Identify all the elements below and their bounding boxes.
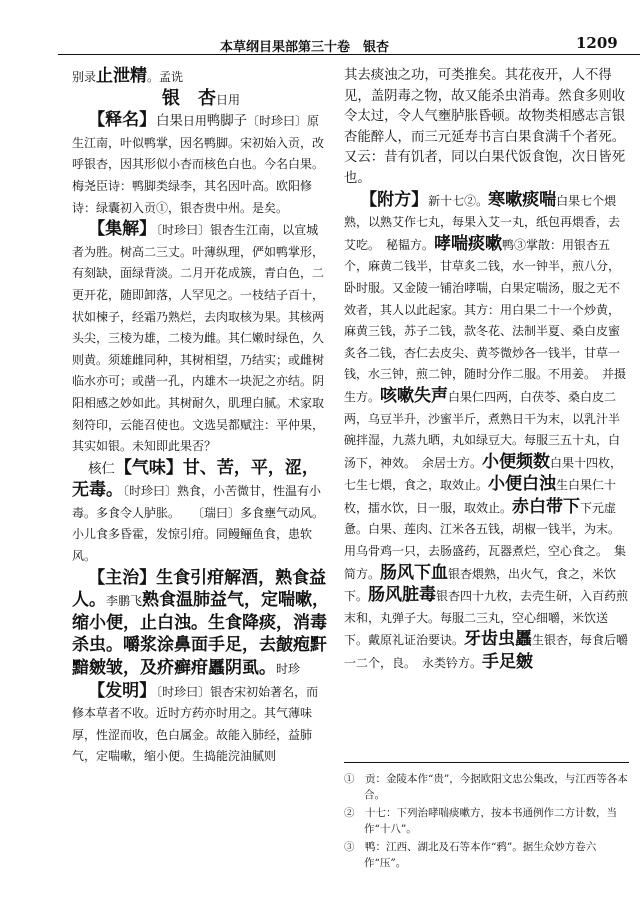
small-text: 〔时珍曰〕熟食，小苦微甘，性温有小毒。多食令人胪胀。 〔瑞曰〕多食壅气动风。小儿食多昏霍，发惊引疳。同鳗鲡鱼食，患软风。 xyxy=(72,484,325,564)
small-text: 生白果仁十枚，擂水饮，日一服，取效止。 xyxy=(344,478,617,515)
entry-title-note: 日用 xyxy=(215,92,240,107)
small-text: 〔时珍曰〕原生江南，叶似鸭掌，因名鸭脚。宋初始入贡，改呼银杏，因其形似小杏而核色白也。今名白果。梅尧臣诗：鸭脚类绿李，其名因叶高。欧阳修诗：绿囊初入贡①，银杏贵中州。是矣。 xyxy=(72,114,325,215)
small-text: 〔时珍曰〕银杏宋初始著名，而修本草者不收。近时方药亦时用之。其气薄味厚，性涩而收，色白属金。故能入肺经，益肺气，定喘嗽，缩小便。生捣能浣油腻则 xyxy=(72,684,319,764)
section-label: 【附方】 xyxy=(360,189,429,210)
footnote-2: ② 十七：下列治哮喘痰嗽方，按本书通例作二方计数，当作“十八”。 xyxy=(344,807,617,835)
large-text: 赤白带下 xyxy=(512,496,581,517)
left-column xyxy=(72,66,330,768)
small-text: 银杏四十九枚，去壳生研，入百药煎末和，丸弹子大。每服二三丸，空心细嚼，米饮送下。戴原礼证治要诀。 xyxy=(344,589,629,648)
small-text: 下元虚惫。白果、莲肉、江米各五钱，胡椒一钱半，为末。用乌骨鸡一只，去肠盛药，瓦器煮烂，空心食之。 集简方。 xyxy=(344,500,627,581)
small-text: 白果仁四两，白茯苓、桑白皮二两，乌豆半升，沙蜜半斤，煮熟日干为末，以乳汁半碗拌湿，九蒸九晒，丸如绿豆大。每服三五十丸，白汤下，神效。 余居士方。 xyxy=(344,389,621,470)
intro-tail: 。孟诜 xyxy=(147,70,184,84)
section-shiming xyxy=(72,110,330,219)
large-text: 小便白浊 xyxy=(488,474,557,495)
page-number: 1209 xyxy=(576,34,618,52)
large-text: 哮喘痰嗽 xyxy=(434,233,503,254)
entry-title: 银 杏 xyxy=(161,87,216,109)
large-text: 熟食温肺益气，定喘嗽，缩小便，止白浊。生食降痰，消毒杀虫。嚼浆涂鼻面手足，去皶疱䵟黯皴皱，及疥癣疳䘌阴虱。 xyxy=(72,590,330,679)
large-text: 手足皴 xyxy=(482,652,534,673)
large-text: 甘、苦，平，涩，无毒。 xyxy=(72,457,319,501)
small-text: 银杏煨熟，出火气，食之，米饮下。 xyxy=(344,566,617,604)
large-text: 生食引疳解酒，熟食益人。 xyxy=(72,567,327,611)
right-column xyxy=(344,66,629,675)
large-text: 肠风下血 xyxy=(380,562,449,583)
section-label: 【发明】 xyxy=(88,680,157,701)
small-text: 日用 xyxy=(182,114,207,129)
footnotes xyxy=(344,762,629,873)
section-label: 【主治】 xyxy=(88,567,157,588)
small-text: 生银杏，每食后嚼一二个，良。 永类钤方。 xyxy=(344,633,629,671)
section-qiwei xyxy=(72,458,330,568)
section-fufang xyxy=(344,190,629,675)
small-text: 〔时珍曰〕银杏生江南，以宣城者为胜。树高二三丈。叶薄纵理，俨如鸭掌形，有刻缺，面绿背淡。二月开花成簇，青白色，二更开花，随即卸落，人罕见之。一枝结子百十，状如楝子，经霜乃熟烂，去肉取核为果。其核两头尖，三棱为雄，二棱为雌。其仁嫩时绿色，久则黄。须雄雌同种，其树相望，乃结实；或雌树临水亦可；或凿一孔，内雄木一块泥之亦结。阴阳相感之妙如此。其树耐久，肌理白腻。术家取刻符印，云能召使也。文选吴都赋注：平仲果，其实如银。未知即此果否？ xyxy=(72,223,325,454)
intro-main: 止泄精 xyxy=(96,66,148,86)
large-text: 肠风脏毒 xyxy=(368,585,437,606)
small-text: 时珍 xyxy=(276,662,301,677)
large-text: 寒嗽痰喘 xyxy=(488,189,557,210)
intro-line xyxy=(72,66,330,89)
intro-source: 别录 xyxy=(72,70,97,84)
entry-heading xyxy=(72,89,330,111)
large-text: 牙齿虫䘌 xyxy=(464,629,533,650)
body-text: 核仁 xyxy=(88,461,115,477)
section-zhuzhi xyxy=(72,568,330,681)
small-text: 白果十四枚，七生七煨，食之，取效止。 xyxy=(344,455,623,493)
body-text: 白果 xyxy=(156,114,183,130)
large-text: 咳嗽失声 xyxy=(380,385,449,406)
section-faming xyxy=(72,681,330,768)
small-text: 白果七个煨熟，以熟艾作七丸，每果入艾一丸，纸包再煨香，去艾吃。 秘韫方。 xyxy=(344,193,621,252)
footnote-3: ③ 鸭：江西、湖北及石等本作“鸦”。据生众妙方卷六作“压”。 xyxy=(344,841,597,869)
small-text: 鸭③掌散：用银杏五个，麻黄二钱半，甘草炙二钱，水一钟半，煎八分，卧时服。又金陵一铺治哮喘，白果定喘汤，服之无不效者，其人以此起家。其方：用白果二十一个炒黄，麻黄三钱，苏子二钱，款冬花、法制半夏、桑白皮蜜炙各二钱，杏仁去皮尖、黄芩微炒各一钱半，甘草一钱，水三钟，煎二钟，随时分作二服。不用姜。 并摄生方。 xyxy=(344,237,627,404)
running-title: 本草纲目果部第三十卷 银杏 xyxy=(220,40,390,55)
small-text: 新十七②。 xyxy=(428,193,489,208)
body-text: 鸭脚子 xyxy=(206,114,248,130)
large-text: 小便频数 xyxy=(482,451,551,472)
faming-continued: 其去痰浊之功，可类推矣。其花夜开，人不得见，盖阴毒之物，故又能杀虫消毒。然食多则收令太过，令人气壅胪胀昏顿。故物类相感志言银杏能醉人，而三元延寿书言白果食满千个者死。又云：昔有饥者，同以白果代饭食饱，次日皆死也。 xyxy=(344,68,626,186)
section-label: 【气味】 xyxy=(114,457,183,478)
header-rule xyxy=(58,54,640,55)
small-text: 李鹏飞 xyxy=(106,594,143,609)
page-header xyxy=(0,0,640,58)
section-label: 【释名】 xyxy=(88,110,157,131)
section-jijie xyxy=(72,219,330,458)
footnote-1: ① 贡：金陵本作“贵”，今据欧阳文忠公集改，与江西等各本合。 xyxy=(344,773,628,801)
section-label: 【集解】 xyxy=(88,219,157,240)
